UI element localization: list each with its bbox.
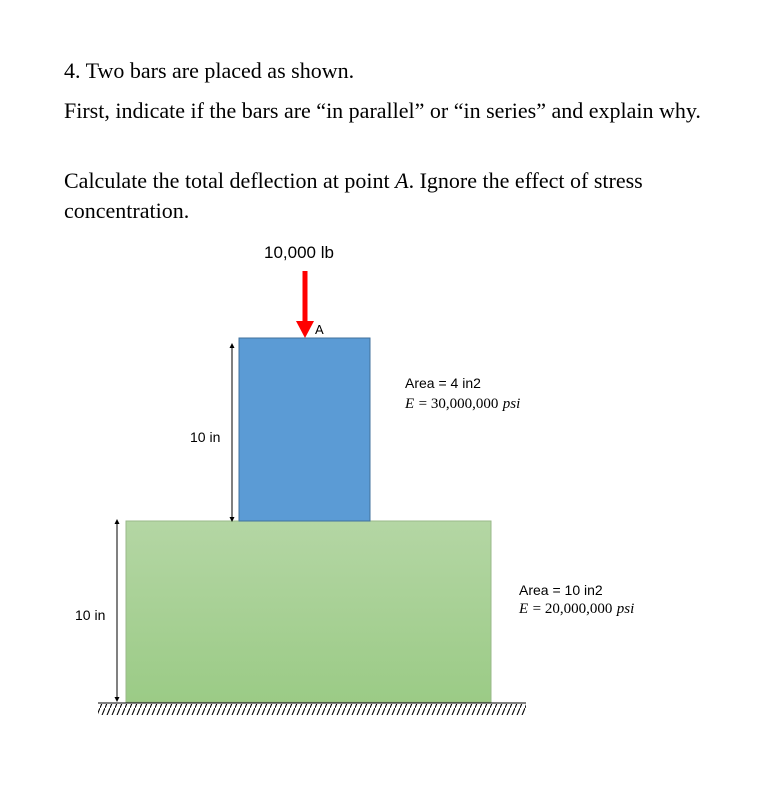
- lower-modulus-unit: psi: [616, 601, 635, 617]
- ground-support: [98, 703, 526, 715]
- question-point-a: A: [395, 168, 409, 193]
- lower-bar-dimension-line: [115, 519, 120, 702]
- load-label: 10,000 lb: [264, 243, 334, 262]
- lower-modulus-value: = 20,000,000: [532, 601, 613, 617]
- upper-modulus-symbol: E: [405, 396, 415, 412]
- load-arrow: [296, 271, 314, 338]
- lower-modulus-symbol: E: [519, 601, 529, 617]
- upper-bar: [239, 338, 370, 521]
- lower-bar-height-label: 10 in: [75, 607, 106, 623]
- upper-modulus-value: = 30,000,000: [418, 396, 499, 412]
- upper-bar-height-label: 10 in: [190, 429, 221, 445]
- lower-bar-modulus-label: [519, 600, 634, 618]
- upper-modulus-unit: psi: [502, 396, 521, 412]
- question-part-2-after: . Ignore the effect of stress concentration.: [64, 168, 643, 223]
- question-part-2-before: Calculate the total deflection at point: [64, 168, 396, 193]
- upper-bar-dimension-line: [230, 343, 235, 522]
- question-part-1: First, indicate if the bars are “in parallel” or “in series” and explain why.: [64, 98, 701, 123]
- point-a-label: A: [315, 322, 324, 337]
- question-title: 4. Two bars are placed as shown.: [64, 58, 355, 83]
- lower-bar-area-label: Area = 10 in2: [519, 582, 603, 598]
- upper-bar-area-label: Area = 4 in2: [405, 375, 481, 391]
- upper-bar-modulus-label: [405, 395, 520, 413]
- lower-bar: [126, 521, 491, 702]
